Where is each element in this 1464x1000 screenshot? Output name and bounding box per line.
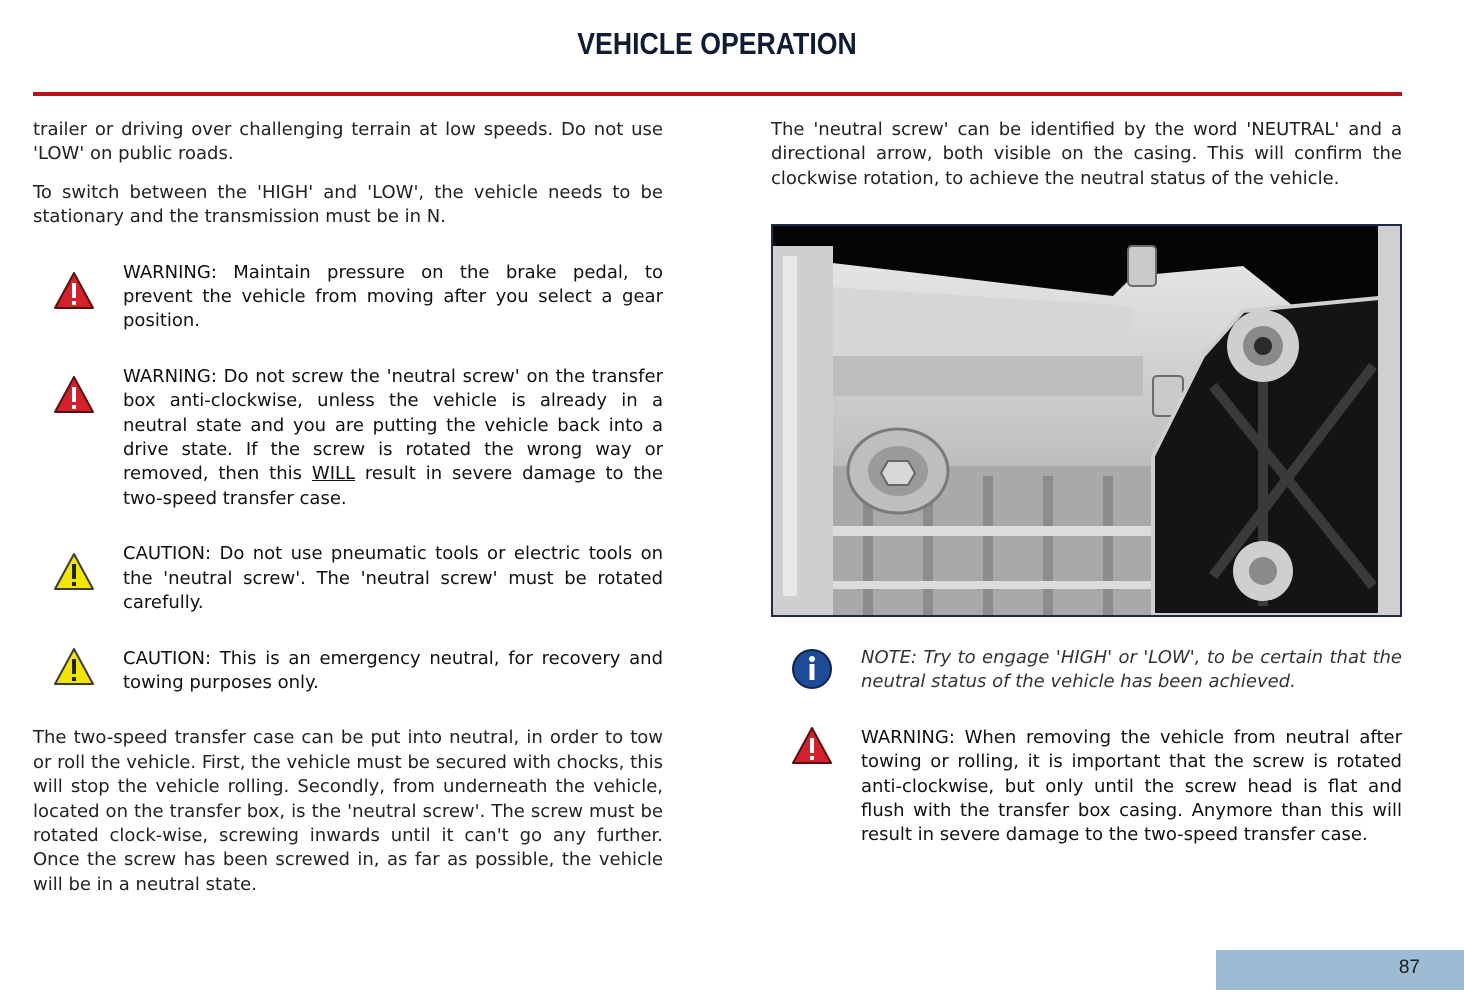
warning-text-part: result in severe damage to the two-speed transfer case. bbox=[123, 463, 663, 509]
warning-brake-pedal bbox=[33, 261, 663, 334]
page-title: VEHICLE OPERATION bbox=[577, 26, 857, 61]
paragraph-neutral-procedure: The two-speed transfer case can be put into neutral, in order to tow or roll the vehicle. First, the vehicle must be secured with chocks, this will stop the vehicle rolling. Secondly, from underneath the vehicle, located on the transfer box, is the 'neutral screw'. The screw must be rotated clock-wise, screwing inwards until it can't go any further. Once the screw has been screwed in, as far as possible, the vehicle will be in a neutral state. bbox=[33, 727, 663, 895]
transfer-box-figure bbox=[771, 224, 1402, 617]
warning-removing-neutral-text: WARNING: When removing the vehicle from neutral after towing or rolling, it is important that the screw is rotated anti-clockwise, but only until the screw head is flat and flush with the transfer box casing. Anymore than this will result in severe damage to the two-speed transfer case. bbox=[861, 726, 1402, 846]
warning-emphasis: WILL bbox=[311, 463, 356, 485]
caution-triangle-icon bbox=[53, 552, 95, 592]
warning-triangle-icon bbox=[53, 375, 95, 415]
paragraph-switch-range: To switch between the 'HIGH' and 'LOW', the vehicle needs to be stationary and the transmission must be in N. bbox=[33, 181, 663, 228]
caution-tools bbox=[33, 542, 663, 615]
paragraph-neutral-screw-id: The 'neutral screw' can be identified by the word 'NEUTRAL' and a directional arrow, both visible on the casing. This will confirm the clockwise rotation, to achieve the neutral status of the vehicle. bbox=[771, 119, 1402, 189]
caution-tools-text: CAUTION: Do not use pneumatic tools or electric tools on the 'neutral screw'. The 'neutral screw' must be rotated carefully. bbox=[123, 543, 663, 614]
warning-removing-neutral bbox=[771, 726, 1402, 848]
note-engage-gear-text: NOTE: Try to engage 'HIGH' or 'LOW', to be certain that the neutral status of the vehicle has been achieved. bbox=[861, 647, 1402, 693]
right-column bbox=[771, 118, 1402, 191]
warning-triangle-icon bbox=[53, 271, 95, 311]
transfer-box-illustration bbox=[773, 226, 1400, 615]
note-engage-gear bbox=[771, 646, 1402, 695]
warning-neutral-screw bbox=[33, 365, 663, 511]
page-number: 87 bbox=[1398, 957, 1420, 978]
warning-triangle-icon bbox=[791, 726, 833, 766]
caution-emergency-text: CAUTION: This is an emergency neutral, for recovery and towing purposes only. bbox=[123, 647, 663, 693]
info-circle-icon bbox=[791, 648, 833, 690]
paragraph-low-usage: trailer or driving over challenging terrain at low speeds. Do not use 'LOW' on public roads. bbox=[33, 119, 663, 165]
header-rule bbox=[33, 92, 1402, 96]
caution-triangle-icon bbox=[53, 647, 95, 687]
left-column bbox=[33, 118, 663, 897]
page-number-box bbox=[1216, 950, 1464, 990]
caution-emergency bbox=[33, 647, 663, 696]
warning-brake-pedal-text: WARNING: Maintain pressure on the brake pedal, to prevent the vehicle from moving after you select a gear position. bbox=[123, 261, 663, 332]
right-notices bbox=[771, 646, 1402, 848]
warning-text-part: WARNING: Do not screw the 'neutral screw' on the transfer box anti-clockwise, unless the vehicle is already in a neutral state and you are putting the vehicle back into a drive state. If the screw is rotated the wrong way or removed, then this bbox=[123, 365, 663, 485]
warning-neutral-screw-text bbox=[123, 365, 663, 511]
